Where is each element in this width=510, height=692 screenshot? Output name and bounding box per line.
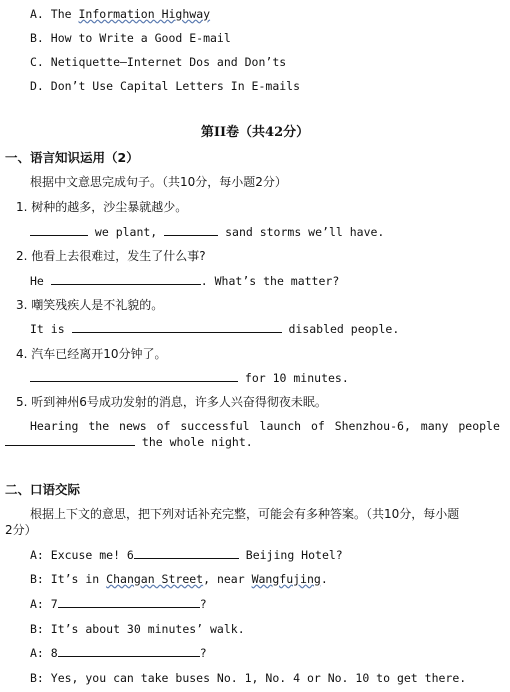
part2-heading: 二、口语交际: [5, 482, 81, 497]
q3-blank[interactable]: [72, 321, 282, 333]
q3-text-1: disabled people.: [281, 322, 400, 336]
q4-blank[interactable]: [30, 370, 238, 382]
q5-word: the: [88, 419, 110, 433]
q4-english: [30, 370, 349, 386]
part2-instruction-1: 根据上下文的意思，把下列对话补充完整，可能会有多种答案。（共10分，每小题: [30, 507, 460, 521]
q1-chinese: 1. 树种的越多，沙尘暴就越少。: [16, 200, 188, 214]
q5-word: launch: [259, 419, 302, 433]
dialog-2-text-a: B: It’s in: [30, 572, 107, 586]
q1-blank-2[interactable]: [164, 224, 218, 236]
q5-chinese: 5. 听到神州6号成功发射的消息，许多人兴奋得彻夜未眠。: [16, 395, 327, 409]
q4-text-1: for 10 minutes.: [238, 371, 349, 385]
dialog-line-4: B: It’s about 30 minutes’ walk.: [30, 622, 245, 636]
q3-english: [30, 321, 399, 337]
q5-word: Hearing: [30, 419, 79, 433]
q5-text-2: the whole night.: [135, 435, 253, 449]
q4-chinese: 4. 汽车已经离开10分钟了。: [16, 347, 167, 361]
q5-word: many: [420, 419, 449, 433]
dialog-1-text-b: Beijing Hotel?: [238, 548, 343, 562]
q2-text-0: He: [30, 274, 51, 288]
q2-english: [30, 273, 339, 289]
q5-word: successful: [180, 419, 250, 433]
dialog-line-2: [30, 571, 328, 587]
dialog-blank-8[interactable]: [58, 645, 200, 657]
q5-english-line2: [5, 434, 253, 450]
q5-word: of: [310, 419, 325, 433]
q5-word: of: [156, 419, 171, 433]
option-a-letter: A.: [30, 7, 44, 21]
q2-text-1: . What’s the matter?: [200, 274, 340, 288]
part1-instruction: 根据中文意思完成句子。（共10分，每小题2分）: [30, 175, 287, 189]
dialog-3-text-a: A: 7: [30, 597, 58, 611]
q1-text-1: we plant,: [88, 225, 165, 239]
dialog-line-1: [30, 547, 343, 563]
section-title: 第II卷（共42分）: [200, 125, 310, 140]
dialog-2-underlined-2: Wangfujing: [251, 572, 321, 586]
q2-blank[interactable]: [51, 273, 201, 285]
q5-word: people: [458, 419, 500, 433]
option-c: C. Netiquette—Internet Dos and Don’ts: [30, 55, 287, 69]
dialog-2-text-b: , near: [203, 572, 252, 586]
option-a: [30, 6, 210, 22]
dialog-5-text-a: A: 8: [30, 646, 58, 660]
q5-english-line1: [30, 418, 500, 434]
part2-instruction-2: 2分）: [5, 523, 37, 537]
q3-text-0: It is: [30, 322, 72, 336]
dialog-line-6: B: Yes, you can take buses No. 1, No. 4 or No. 10 to get there.: [30, 671, 467, 685]
dialog-2-underlined-1: Changan Street: [106, 572, 204, 586]
q2-chinese: 2. 他看上去很难过，发生了什么事?: [16, 249, 206, 263]
option-a-text: The: [50, 7, 79, 21]
dialog-1-text-a: A: Excuse me! 6: [30, 548, 134, 562]
dialog-blank-7[interactable]: [58, 596, 200, 608]
q5-word: Shenzhou-6,: [334, 419, 411, 433]
option-b: B. How to Write a Good E-mail: [30, 31, 231, 45]
q1-blank-1[interactable]: [30, 224, 88, 236]
q3-chinese: 3. 嘲笑残疾人是不礼貌的。: [16, 298, 164, 312]
dialog-2-text-c: .: [320, 572, 328, 586]
dialog-blank-6[interactable]: [134, 547, 239, 559]
option-d: D. Don’t Use Capital Letters In E-mails: [30, 79, 301, 93]
dialog-line-3: [30, 596, 207, 612]
q5-word: news: [119, 419, 147, 433]
option-a-underlined: Information Highway: [78, 7, 211, 21]
q1-text-2: sand storms we’ll have.: [218, 225, 385, 239]
q5-blank[interactable]: [5, 434, 135, 446]
dialog-line-5: [30, 645, 207, 661]
dialog-3-text-b: ?: [199, 597, 207, 611]
dialog-5-text-b: ?: [199, 646, 207, 660]
q1-english: [30, 224, 384, 240]
part1-heading: 一、语言知识运用（2）: [5, 150, 139, 165]
